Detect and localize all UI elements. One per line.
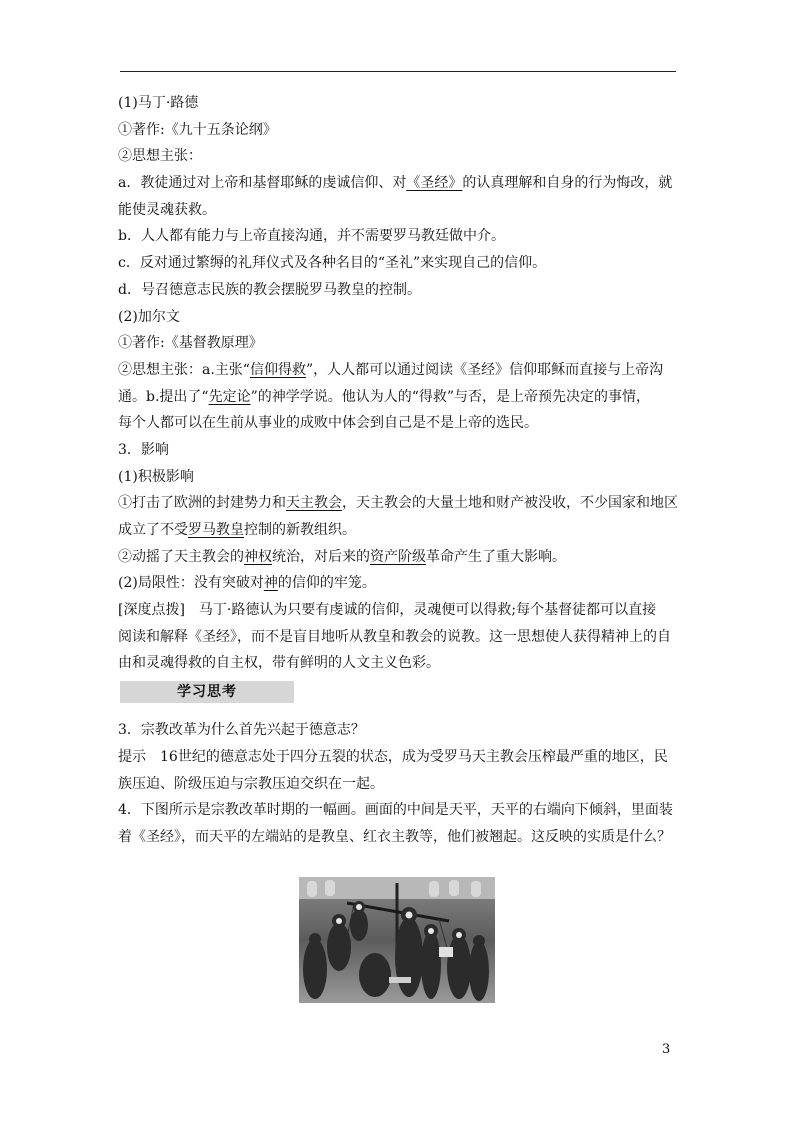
question-3: 3．宗教改革为什么首先兴起于德意志？ [118,722,365,739]
deep-note-2: 阅读和解释《圣经》，而不是盲目地听从教皇和教会的说教。这一思想使人获得精神上的自 [118,628,671,645]
answer-3-line-1: 提示 16世纪的德意志处于四分五裂的状态，成为受罗马天主教会压榨最严重的地区，民 [118,748,668,765]
positive-point-2 [118,544,682,571]
painting-illustration [299,877,495,1003]
header-rule [120,71,676,72]
luther-point-a-cont: 能使灵魂获救。 [118,201,216,218]
answer-3-line-2: 族压迫、阶级压迫与宗教压迫交织在一起。 [118,775,384,792]
calvin-idea-1 [118,357,682,384]
keyword-catholic-church: 天主教会 [286,495,342,512]
text-span: 的认真理解和自身的行为悔改，就 [462,175,673,192]
limitation [118,570,682,597]
calvin-idea-3: 每个人都可以在生前从事业的成败中体会到自己是不是上帝的选民。 [118,415,538,432]
deep-note-1: [深度点拨] 马丁·路德认为只要有虔诚的信仰，灵魂便可以得救;每个基督徒都可以直接 [118,602,657,619]
question-4-line-1: 4．下图所示是宗教改革时期的一幅画。画面的中间是天平，天平的右端向下倾斜，里面装 [118,802,673,819]
text-span: 的信仰的牢笼。 [277,575,376,592]
page-number: 3 [662,1042,671,1057]
positive-point-1 [118,490,682,517]
text-span: (2)局限性：没有突破对 [118,575,264,592]
luther-point-d: d．号召德意志民族的教会摆脱罗马教皇的控制。 [118,281,421,298]
calvin-heading: (2)加尔文 [118,308,180,325]
keyword-god: 神 [263,575,278,592]
keyword-bible: 《圣经》 [406,175,463,192]
luther-point-c: c．反对通过繁缛的礼拜仪式及各种名目的“圣礼”来实现自己的信仰。 [118,255,547,272]
study-section-title: 学习思考 [120,681,294,703]
keyword-bourgeoisie: 资产阶级 [370,548,426,565]
calvin-work: ①著作:《基督教原理》 [118,335,263,352]
text-span: 控制的新教组织。 [244,522,356,538]
positive-point-1-cont [118,517,682,544]
text-span: ②思想主张：a.主张“ [118,361,250,378]
text-span: ②动摇了天主教会的 [118,548,244,565]
question-4-line-2: 着《圣经》，而天平的左端站的是教皇、红衣主教等，他们被翘起。这反映的实质是什么？ [118,828,671,845]
text-span: 通。b.提出了“ [118,388,209,405]
luther-point-b: b．人人都有能力与上帝直接沟通，并不需要罗马教廷做中介。 [118,228,505,245]
text-span: a．教徒通过对上帝和基督耶稣的虔诚信仰、对 [118,175,407,192]
text-span: ，天主教会的大量土地和财产被没收，不少国家和地区 [342,495,678,512]
luther-idea-heading: ②思想主张： [118,148,202,165]
text-span: ①打击了欧洲的封建势力和 [118,495,286,512]
luther-point-a [118,170,682,197]
reformation-painting-image [299,877,495,1003]
text-span: ”，人人都可以通过阅读《圣经》信仰耶稣而直接与上帝沟 [305,361,664,378]
positive-heading: (1)积极影响 [118,468,194,485]
keyword-predestination: 先定论 [208,388,251,405]
keyword-theocracy: 神权 [244,548,272,565]
deep-note-3: 由和灵魂得救的自主权，带有鲜明的人文主义色彩。 [118,655,440,672]
keyword-faith-salvation: 信仰得救 [249,361,306,378]
luther-work: ①著作:《九十五条论纲》 [118,121,277,138]
document-body [118,90,682,851]
luther-heading: (1)马丁·路德 [118,95,199,111]
calvin-idea-2 [118,384,682,411]
text-span: 成立了不受 [118,522,188,538]
text-span: ”的神学学说。他认为人的“得救”与否，是上帝预先决定的事情， [250,388,651,405]
text-span: 统治，对后来的 [272,548,370,565]
influence-heading: 3．影响 [118,441,169,458]
text-span: 革命产生了重大影响。 [426,548,566,565]
keyword-pope: 罗马教皇 [188,522,244,538]
